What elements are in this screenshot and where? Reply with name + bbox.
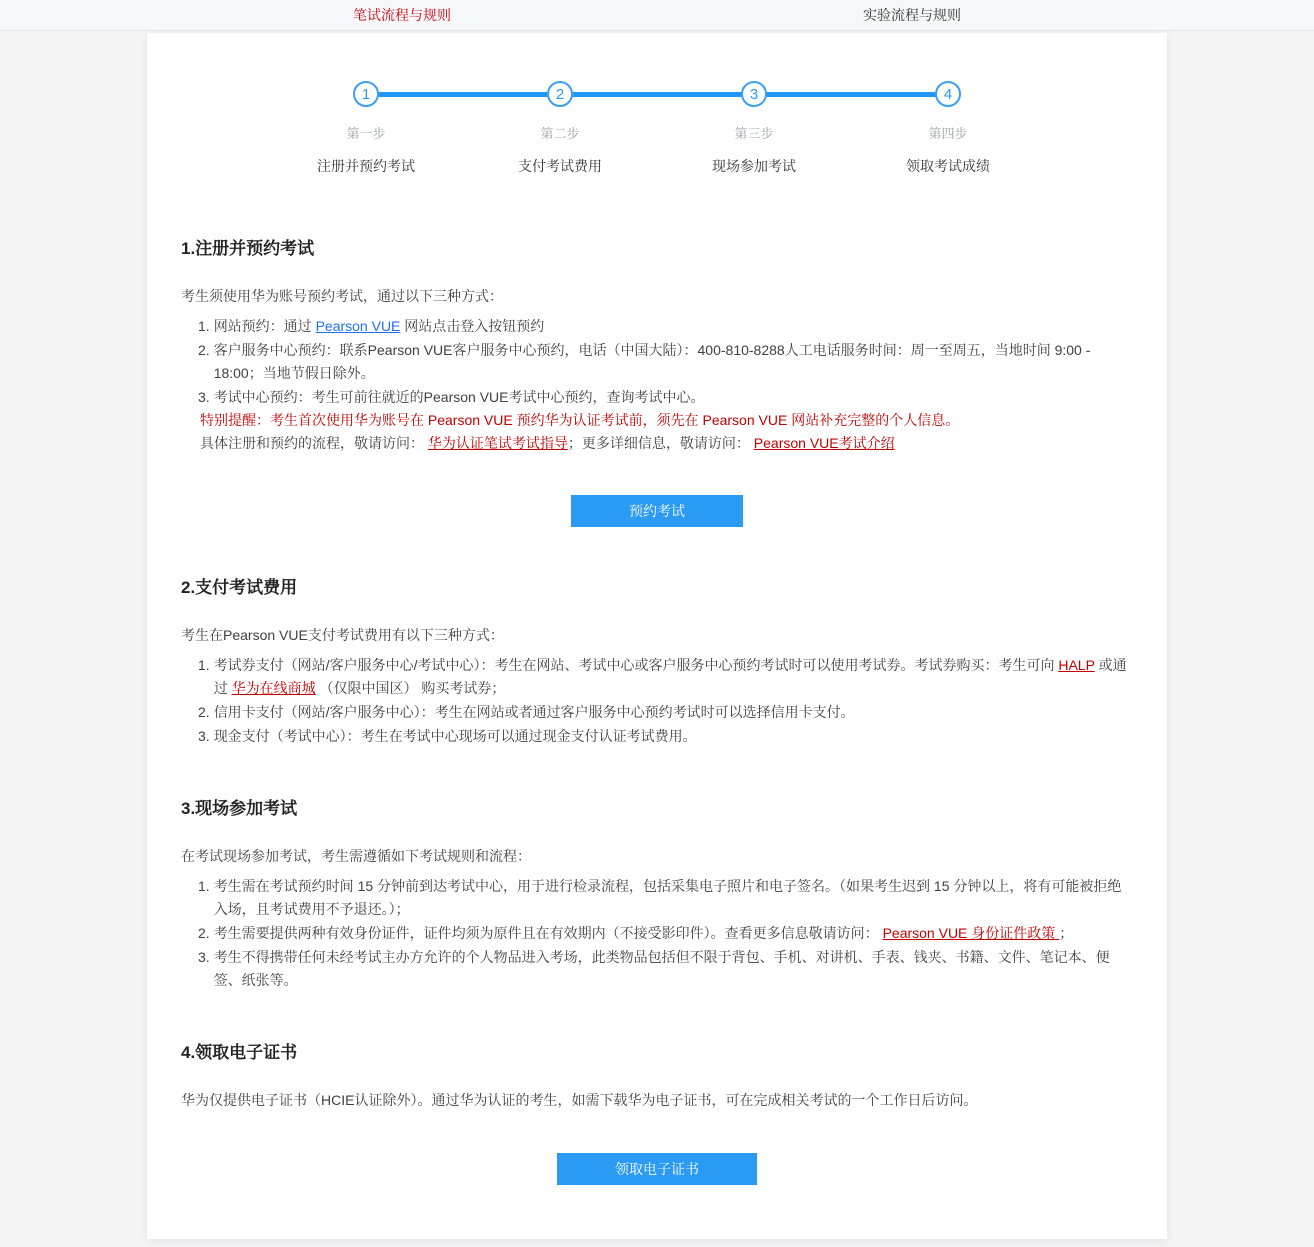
section-title: 3.现场参加考试 (181, 799, 298, 818)
note-register-guide (181, 432, 1133, 455)
pearson-vue-link[interactable]: Pearson VUE (315, 318, 401, 334)
tab-lab-exam-rules[interactable]: 实验流程与规则 (863, 7, 961, 23)
get-certificate-button[interactable]: 领取电子证书 (557, 1153, 757, 1185)
text-segment: 或通过 (213, 657, 1127, 696)
list-item-text (214, 946, 1133, 992)
section-payment (181, 573, 1133, 748)
text-segment: 特别提醒：考生首次使用华为账号在 Pearson VUE 预约华为认证考试前，须先在 Pearson VUE 网站补充完整的个人信息。 (200, 412, 960, 428)
section-intro: 考生在Pearson VUE支付考试费用有以下三种方式： (181, 627, 504, 643)
text-segment: 客户服务中心预约：联系Pearson VUE客户服务中心预约，电话（中国大陆）：400-810-8288人工电话服务时间：周一至周五，当地时间 9:00 - 18:00；当地节假日除外。 (213, 342, 1091, 381)
list-item-text (214, 654, 1133, 700)
text-segment: 信用卡支付（网站/客户服务中心）：考生在网站或者通过客户服务中心预约考试时可以选择信用卡支付。 (213, 704, 855, 720)
list-item-number: 3. (198, 949, 210, 965)
onsite-rules-list (181, 875, 1133, 992)
tab-written-exam-rules[interactable]: 笔试流程与规则 (353, 7, 451, 23)
stepper-step (851, 81, 1045, 176)
list-item-number: 2. (198, 925, 210, 941)
list-item-text (214, 875, 1133, 921)
list-item-number: 1. (198, 318, 210, 334)
stepper-step (269, 81, 463, 176)
section-intro: 在考试现场参加考试，考生需遵循如下考试规则和流程： (181, 848, 531, 864)
text-segment: 考生需要提供两种有效身份证件，证件均须为原件且在有效期内（不接受影印件）。查看更多信息敬请访问： (213, 925, 883, 941)
list-item (181, 654, 1133, 700)
list-item-text (214, 701, 1133, 724)
section-certificate (181, 1038, 1133, 1185)
list-item-number: 2. (198, 704, 210, 720)
step-number-circle: 1 (353, 81, 379, 107)
text-segment: ； (1059, 925, 1074, 941)
list-item (181, 386, 1133, 409)
section-title: 4.领取电子证书 (181, 1043, 298, 1062)
id-policy-link[interactable]: Pearson VUE 身份证件政策 (882, 925, 1060, 941)
step-label: 第一步 (346, 126, 386, 141)
list-item-number: 1. (198, 878, 210, 894)
text-segment: 考试中心预约：考生可前往就近的Pearson VUE考试中心预约，查询考试中心。 (213, 389, 705, 405)
step-name: 现场参加考试 (712, 158, 796, 174)
text-segment: 具体注册和预约的流程，敬请访问： (200, 435, 428, 451)
list-item-number: 3. (198, 389, 210, 405)
step-number-circle: 3 (741, 81, 767, 107)
text-segment: 考生不得携带任何未经考试主办方允许的个人物品进入考场，此类物品包括但不限于背包、手机、对讲机、手表、钱夹、书籍、文件、笔记本、便签、纸张等。 (213, 949, 1110, 988)
list-item (181, 946, 1133, 992)
list-item-number: 1. (198, 657, 210, 673)
top-tab-bar (0, 0, 1314, 31)
huawei-online-store-link[interactable]: 华为在线商城 (231, 680, 316, 696)
section-intro: 华为仅提供电子证书（HCIE认证除外）。通过华为认证的考生，如需下载华为电子证书，可在完成相关考试的一个工作日后访问。 (181, 1092, 978, 1108)
list-item-text (214, 725, 1133, 748)
text-segment: 网站点击登入按钮预约 (400, 318, 545, 334)
list-item (181, 701, 1133, 724)
text-segment: ；更多详细信息，敬请访问： (567, 435, 754, 451)
step-label: 第三步 (734, 126, 774, 141)
list-item-number: 3. (198, 728, 210, 744)
list-item (181, 875, 1133, 921)
note-special-reminder (181, 409, 1133, 432)
section-onsite (181, 794, 1133, 992)
list-item (181, 315, 1133, 338)
list-item-number: 2. (198, 342, 210, 358)
step-label: 第四步 (928, 126, 968, 141)
section-title: 2.支付考试费用 (181, 578, 298, 597)
stepper-steps (269, 81, 1045, 176)
step-label: 第二步 (540, 126, 580, 141)
stepper-step (463, 81, 657, 176)
list-item-text (214, 922, 1133, 945)
written-exam-guide-link[interactable]: 华为认证笔试考试指导 (427, 435, 568, 451)
text-segment: （仅限中国区） 购买考试券； (315, 680, 506, 696)
payment-methods-list (181, 654, 1133, 748)
list-item (181, 922, 1133, 945)
halp-link[interactable]: HALP (1058, 657, 1095, 673)
list-item-text (214, 315, 1133, 338)
step-number-circle: 4 (935, 81, 961, 107)
list-item-text (214, 339, 1133, 385)
section-title: 1.注册并预约考试 (181, 239, 315, 258)
text-segment: 网站预约：通过 (213, 318, 316, 334)
exam-process-stepper (269, 33, 1045, 176)
list-item (181, 339, 1133, 385)
list-item (181, 725, 1133, 748)
section-register (181, 234, 1133, 527)
section-intro: 考生须使用华为账号预约考试，通过以下三种方式： (181, 288, 503, 304)
pearson-vue-intro-link[interactable]: Pearson VUE考试介绍 (753, 435, 895, 451)
book-exam-button[interactable]: 预约考试 (571, 495, 743, 527)
step-number-circle: 2 (547, 81, 573, 107)
list-item-text (214, 386, 1133, 409)
text-segment: 现金支付（考试中心）：考生在考试中心现场可以通过现金支付认证考试费用。 (213, 728, 697, 744)
text-segment: 考试券支付（网站/客户服务中心/考试中心）：考生在网站、考试中心或客户服务中心预约考试时可以使用考试券。考试券购买：考生可向 (213, 657, 1059, 673)
content-card (147, 33, 1167, 1239)
text-segment: 考生需在考试预约时间 15 分钟前到达考试中心，用于进行检录流程，包括采集电子照片和电子签名。（如果考生迟到 15 分钟以上，将有可能被拒绝入场，且考试费用不予退还。）； (213, 878, 1122, 917)
stepper-step (657, 81, 851, 176)
register-methods-list (181, 315, 1133, 409)
step-name: 注册并预约考试 (317, 158, 415, 174)
step-name: 支付考试费用 (518, 158, 602, 174)
step-name: 领取考试成绩 (906, 158, 990, 174)
